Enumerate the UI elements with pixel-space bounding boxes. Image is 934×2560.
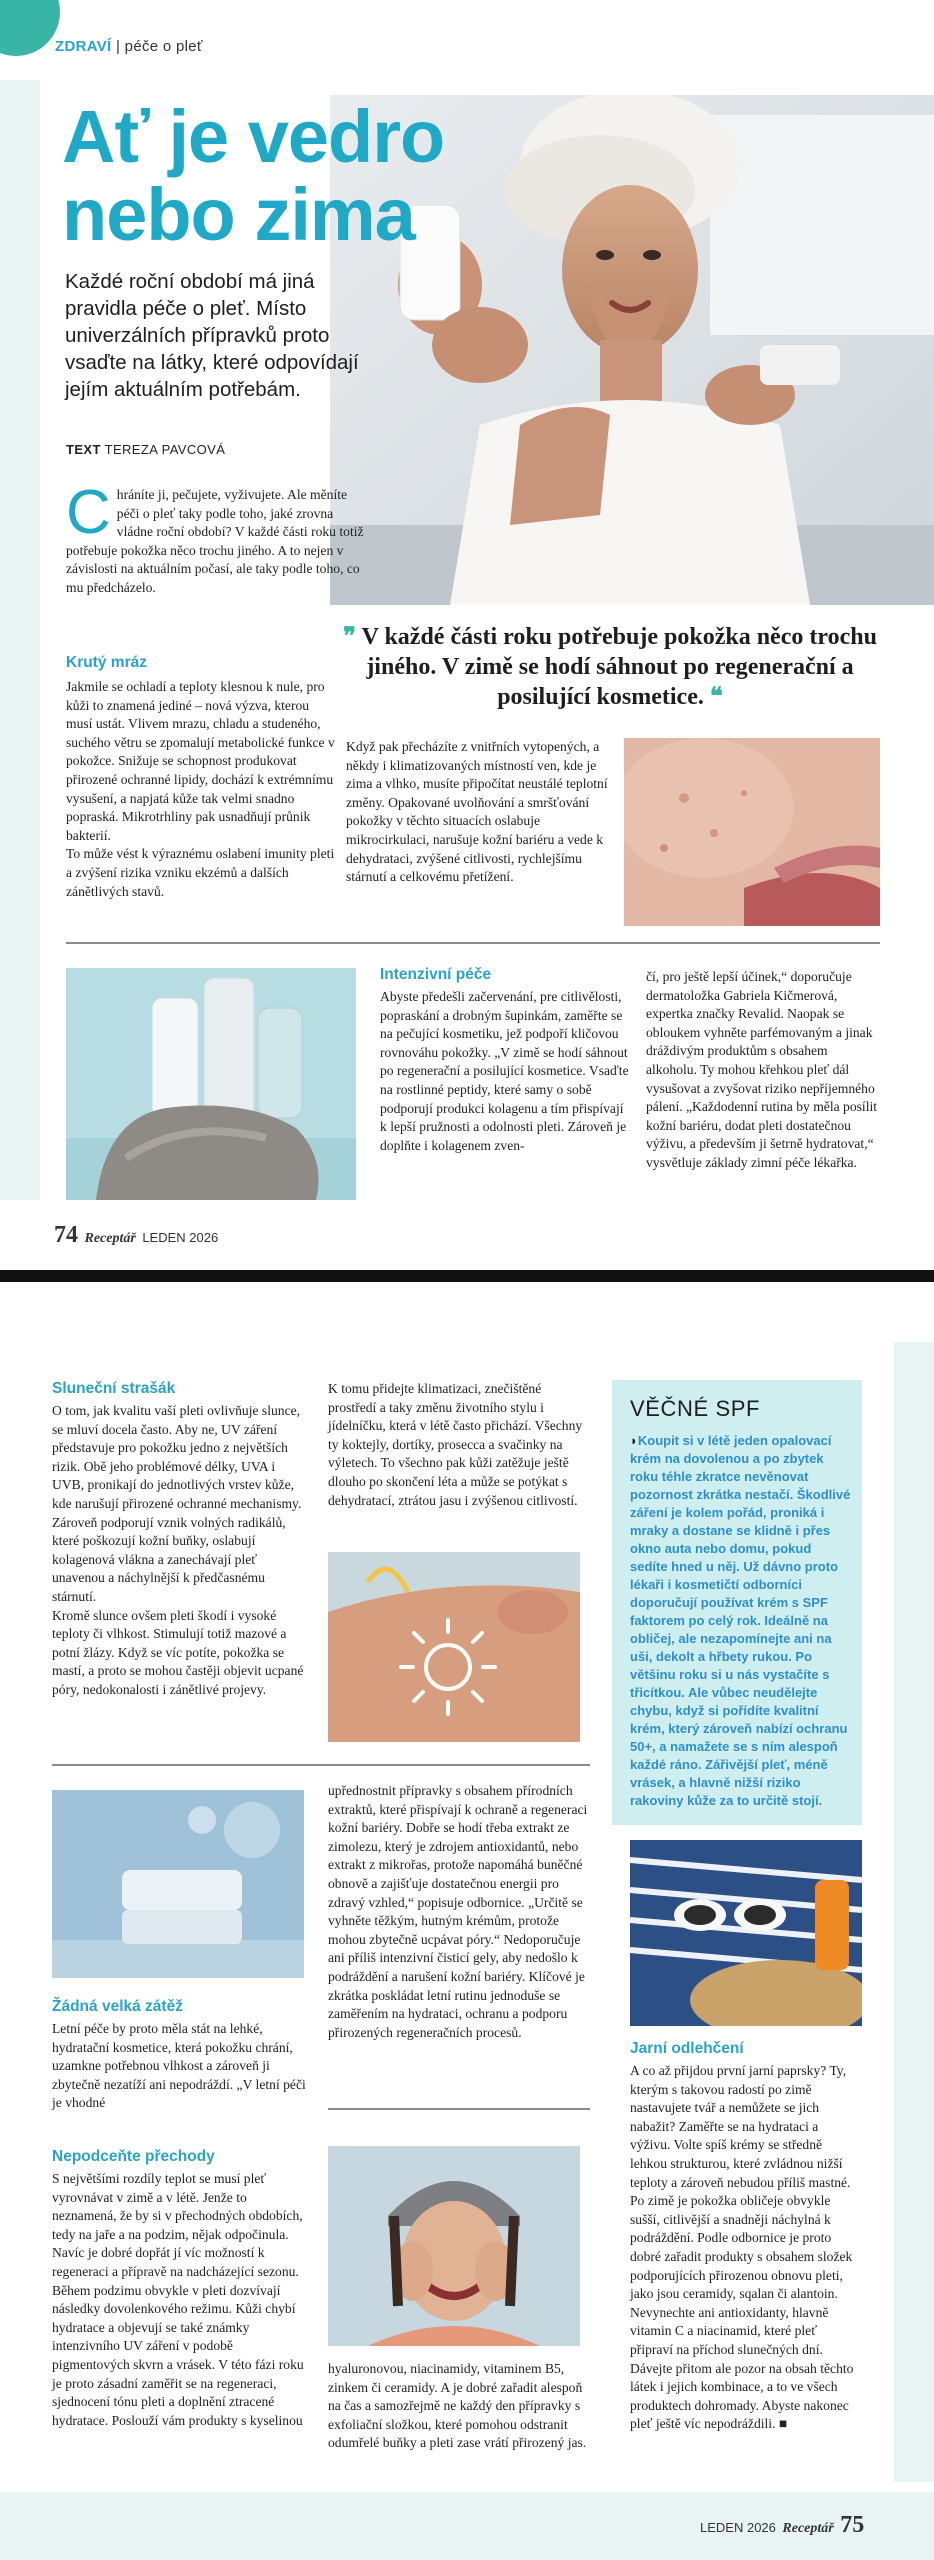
spread-divider	[0, 1270, 934, 1282]
zadna-zatez-text-cont: upřednostnit přípravky s obsahem přírodních extraktů, které přispívají k ochraně a regeneraci kožní bariéry. Dobře se hodí třeba extrakt ze zimolezu, který je zdrojem antioxidantů, nebo extrakt z mikrořas, protože napomáhá buněčné obnově a zajišťuje dostatečnou energii pro zdravý vzhled,“ popisuje odbornice. „Určitě se vyhněte těžkým, hutným krémům, protože mohou zbytečně ucpávat póry.“ Nedoporučuje ani příliš intenzivní čisticí gely, aby nedošlo k podráždění a narušení kožní bariéry. Klíčové je zkrátka poskládat letní rutinu jednoduše se zaměřením na hydrataci, ochranu a podporu přirozených regeneračních procesů.	[328, 1783, 588, 2040]
subhead-kruty-mraz: Krutý mráz	[66, 654, 147, 671]
jarni-text: A co až přijdou první jarní paprsky? Ty, kterým s takovou radostí po zimě nastavujete tvář a nemůžete se jich nabažit? Zaměřte se na hydrataci a výživu. Volte spíš krémy se středně lehkou strukturou, které zvládnou nižší teploty a zároveň nebudou příliš mastné. Po zimě je pokožka obličeje obvykle sušší, citlivější a snadněji náchylná k podráždění. Podle odbornice je proto dobré zařadit produkty s obsahem složek podporujících přirozenou obnovu pleti, jako jsou ceramidy, sqalan či alantoin. Nevynechte ani antioxidanty, hlavně vitamin C a niacinamid, které pleť připraví na příchod slunečných dní. Dávejte přitom ale pozor na obsah těchto látek i jejich kombinace, a to ve všech produktech dohromady. Abyste nakonec pleť ještě víc nepodráždili. ■	[630, 2063, 854, 2432]
byline-label: TEXT	[66, 442, 101, 457]
zadna-zatez-text: Letní péče by proto měla stát na lehké, hydratační kosmetice, která pokožku chrání, uzamkne potřebnou vlhkost a zároveň ji zbytečně nezatíží ani nepodráždí. „V letní péči je vhodné	[52, 2021, 306, 2111]
lead-paragraph: Každé roční období má jiná pravidla péče o pleť. Místo univerzálních přípravků proto vsaďte na látky, které odpovídají jejím aktuálním potřebám.	[65, 270, 359, 401]
corner-dot	[0, 0, 60, 56]
shoulder-sun-photo	[328, 1552, 580, 1742]
intro-text: hráníte ji, pečujete, vyživujete. Ale měníte péči o pleť taky podle toho, jaké zrovna vládne roční období? V každé části roku totiž potřebuje pokožka něco trochu jiného. A to nejen v závislosti na aktuálním počasí, ale taky podle toho, co mu předcházelo.	[66, 487, 364, 595]
sidebar-text	[630, 1432, 852, 1810]
page-title	[62, 95, 492, 256]
section-divider	[66, 942, 880, 944]
section-divider-2	[52, 1764, 590, 1766]
title-line-1: Ať je vedro	[62, 95, 445, 178]
prechody-text: S největšími rozdíly teplot se musí pleť vyrovnávat v zimě a v létě. Jenže to neznamená, že by si v přechodných obdobích, tedy na jaře a na podzim, nějak odpočinula. Navíc je dobré dopřát jí víc možností k regeneraci a přípravě na nadcházející sezonu. Během podzimu obvykle v pleti dozvívají následky dovolenkového režimu. Kůži chybí hydratace a objevují se také známky intenzivního UV záření v podobě pigmentových skvrn a vrásek. V této fázi roku je proto zásadní zaměřit se na regeneraci, sjednocení tónu pleti a doplnění ztracené hydratace. Poslouží vám produkty s kyselinou	[52, 2171, 304, 2428]
woman-winter-hat-photo	[328, 2146, 580, 2346]
intro-paragraph	[66, 478, 366, 598]
subhead-intenzivni-pece: Intenzivní péče	[380, 966, 492, 983]
section-divider-3	[328, 2108, 590, 2110]
kruty-mraz-text	[66, 678, 338, 901]
climate-paragraph: Když pak přecházíte z vnitřních vytopených, a někdy i klimatizovaných místností ven, kde je zima a vlhko, musíte připočítat neustálé teplotní změny. Opakované uvolňování a smršťování pokožky v těchto situacích oslabuje mikrocirkulaci, narušuje kožní bariéru a vede k dehydrataci, zvýšené citlivosti, rychlejšímu stárnutí a celkovému přetížení.	[346, 739, 608, 885]
quote-close-icon: ❝	[709, 683, 723, 710]
byline	[66, 442, 225, 457]
kruty-mraz-paragraph-1: Jakmile se ochladí a teploty klesnou k nule, pro kůži to znamená jediné – nová výzva, kterou musí ustát. Vlivem mrazu, chladu a studeného, suchého větru se zpomalují metabolické funkce v pokožce. Snižuje se schopnost produkovat přirozené ochranné lipidy, dochází k extrémnímu vysušení, a napjatá kůže tak velmi snadno popraská. Mikrotrhliny pak usnadňují průnik bakterií.	[66, 679, 335, 843]
cosmetics-glove-photo	[66, 968, 356, 1200]
slunecni-strasak-paragraph-2: Kromě slunce ovšem pleti škodí i vysoké teploty či vlhkost. Stimulují totiž mazové a potní žlázy. Když se víc potíte, pokožka se mastí, a proto se mohou častěji objevit ucpané póry, nedokonalosti i zánětlivé projevy.	[52, 1607, 304, 1697]
intenzivni-pece-text-cont: čí, pro ještě lepší účinek,“ doporučuje dermatoložka Gabriela Kičmerová, expertka značky Revalid. Naopak se obloukem vyhněte parfémovaným a jinak dráždivým produktům s obsahem alkoholu. Ty mohou křehkou pleť dál vysušovat a zvyšovat riziko nepříjemného pálení. „Každodenní rutina by měla posílit kožní bariéru, dodat pleti dostatečnou výživu, a především ji šetrně hydratovat,“ vysvětluje základy zimní péče lékařka.	[646, 969, 878, 1170]
pull-quote	[330, 622, 890, 712]
page-number-right: 75	[840, 2512, 865, 2538]
footer-right	[700, 2512, 864, 2539]
page-number-left: 74	[54, 1222, 78, 1248]
intenzivni-pece-text: Abyste předešli začervenání, pre citlivělosti, popraskání a drobným šupinkám, zaměřte se na pečující kosmetiku, jež podpoří kličovou rovnováhu pokožky. „V zimě se hodí sáhnout po regenerační a posilující kosmetice. Vsaďte na rostlinné peptidy, které samy o sobě podporují produkci kolagenu a tím přispívají k lepší pružnosti a odolnosti pleti. Zároveň je doplňte i kolagenem zven-	[380, 989, 629, 1153]
pull-quote-text: V každé části roku potřebuje pokožka něco trochu jiného. V zimě se hodí sáhnout po regenerační a posilující kosmetice.	[361, 624, 877, 710]
subhead-jarni: Jarní odlehčení	[630, 2040, 744, 2057]
footer-left	[54, 1222, 218, 1249]
slunecni-strasak-text	[52, 1402, 308, 1700]
bullet-icon: ◗	[630, 1433, 638, 1448]
title-line-2: nebo zima	[62, 173, 415, 256]
subsection-name: péče o pleť	[124, 38, 203, 55]
cream-jar-photo	[52, 1790, 304, 1978]
sidebar-title: VĚČNÉ SPF	[630, 1396, 761, 1421]
kruty-mraz-paragraph-2: To může vést k výraznému oslabení imunity pleti a zvýšení rizika vzniku ekzémů a dalších zánětlivých stavů.	[66, 846, 335, 899]
issue-left: LEDEN 2026	[142, 1230, 219, 1245]
beach-accessories-photo	[630, 1840, 862, 2026]
section-name: ZDRAVÍ	[55, 38, 112, 55]
subhead-prechody: Nepodceňte přechody	[52, 2148, 215, 2165]
magazine-name-right: Receptář	[782, 2521, 834, 2536]
skin-closeup-photo	[624, 738, 880, 926]
prechody-text-cont: hyaluronovou, niacinamidy, vitaminem B5, zinkem či ceramidy. A je dobré zařadit alespoň na čas a samozřejmě ne každý den přípravky s exfoliační složkou, které pomohou odstranit odumřelé buňky a pleti zase vrátí přirozený jas.	[328, 2361, 587, 2451]
subhead-slunecni-strasak: Sluneční strašák	[52, 1380, 176, 1397]
page-margin-tint	[0, 80, 40, 1200]
quote-open-icon: ❞	[343, 623, 356, 650]
section-label: ZDRAVÍ | péče o pleť	[55, 38, 203, 55]
page-margin-tint-right	[894, 1342, 934, 2482]
issue-right: LEDEN 2026	[700, 2520, 776, 2535]
sidebar-text-content: Koupit si v létě jeden opalovací krém na dovolenou a po zbytek roku téhle zkratce nevěnovat pozornost zkrátka nestačí. Škodlivé záření je kolem pořád, proniká i mraky a dostane se klidně i přes okno auta nebo domu, pokud sedíte hned u něj. Už dávno proto lékaři i kosmetičtí odborníci doporučují používat krém s SPF faktorem po celý rok. Ideálně na obličej, ale nezapomínejte ani na uši, dekolt a hřbety rukou. Po většinu roku si u nás vystačíte s třicítkou. Ale vůbec neudělejte chybu, když si pořídíte kvalitní krém, který zároveň nabízí ochranu 50+, a namažete se s ním alespoň každé ráno. Zářivější pleť, méně vrásek, a hlavně nižší riziko rakoviny kůže za to určitě stojí.	[630, 1433, 851, 1808]
slunecni-strasak-paragraph-1: O tom, jak kvalitu vaší pleti ovlivňuje slunce, se mluví docela často. Aby ne, UV záření představuje pro pokožku jedno z největších rizik. Obě jeho problémové délky, UVA i UVB, pronikají do jednotlivých vrstev kůže, kde narušují přirozené ochranné mechanismy. Zároveň podporují vznik volných radikálů, které poškozují kožní buňky, oslabují kolagenová vlákna a zanechávají pleť unavenou a náchylnější k předčasnému stárnutí.	[52, 1403, 302, 1604]
magazine-name-left: Receptář	[84, 1231, 136, 1246]
slunecni-strasak-text-cont: K tomu přidejte klimatizaci, znečištěné prostředí a taky změnu životního stylu i jídelníčku, která v létě často přichází. Všechny ty koktejly, dortíky, prosecca a svačinky na výletech. To všechno pak kůži zatěžuje ještě dlouho po skončení léta a může se potýkat s dehydratací, ztrátou jasu i zvýšenou citlivostí.	[328, 1381, 583, 1508]
page-74	[0, 0, 934, 1270]
byline-author: TEREZA PAVCOVÁ	[104, 442, 226, 457]
dropcap: C	[66, 478, 111, 547]
subhead-zadna-zatez: Žádná velká zátěž	[52, 1998, 183, 2015]
